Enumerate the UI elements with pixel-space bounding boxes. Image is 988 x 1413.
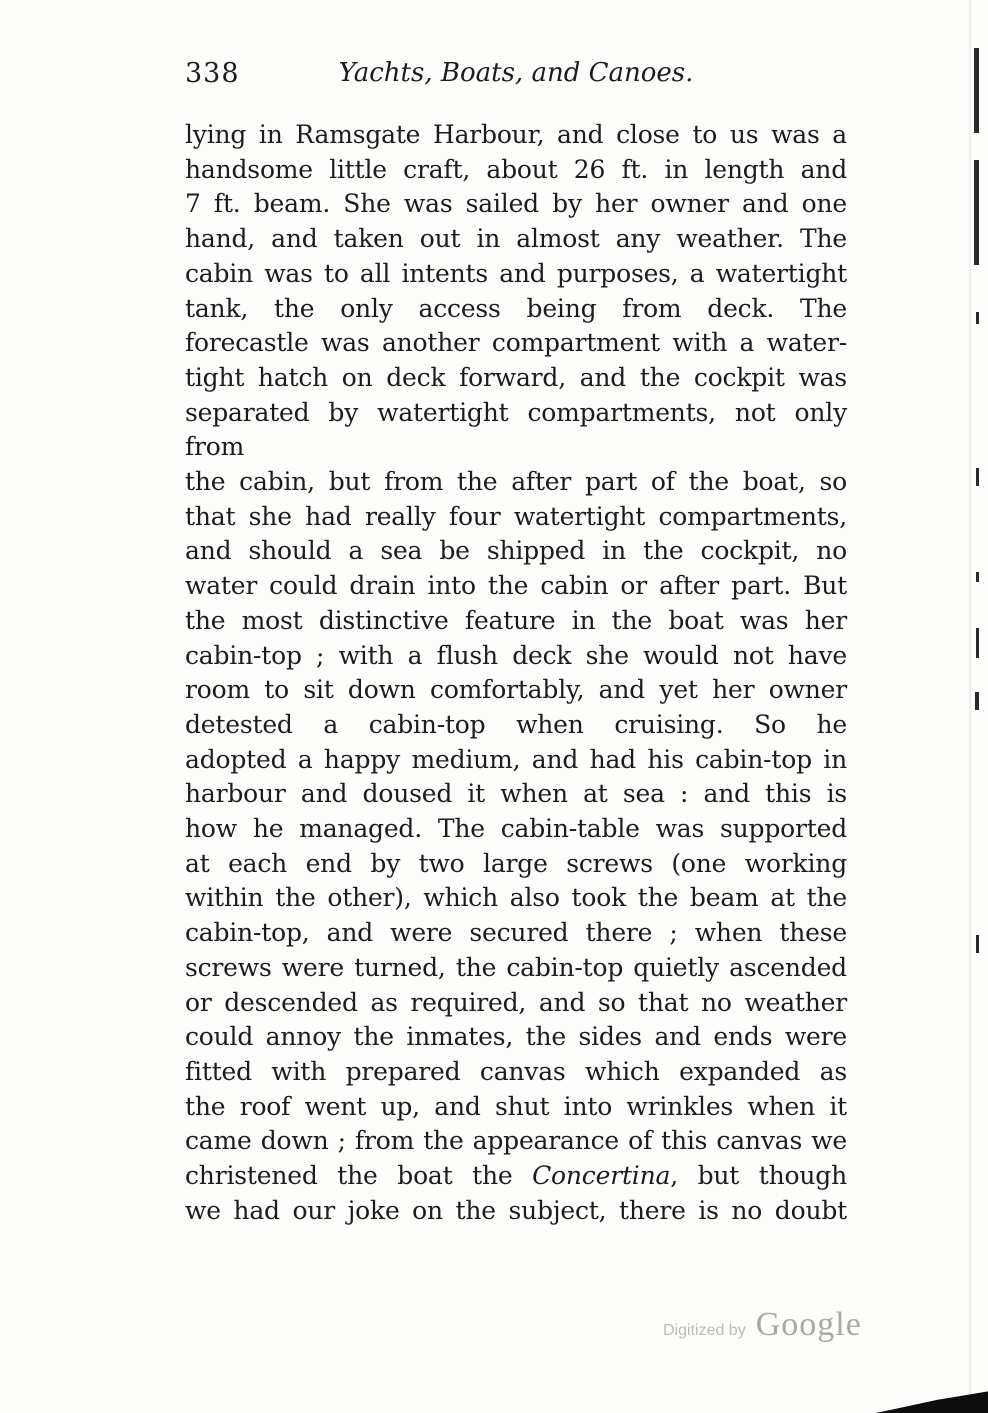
digitized-by-google-watermark <box>663 1306 862 1344</box>
text-line-concertina <box>185 1159 847 1194</box>
text-line: that she had really four watertight compartments, <box>185 501 847 531</box>
text-line: or descended as required, and so that no weather <box>185 987 847 1017</box>
scan-artifact <box>974 48 979 133</box>
text-line: we had our joke on the subject, there is no doubt <box>185 1195 847 1225</box>
text-line: hand, and taken out in almost any weather. The <box>185 224 847 254</box>
text-line: water could drain into the cabin or after part. But <box>185 571 847 601</box>
text-line: at each end by two large screws (one working <box>185 848 847 878</box>
scan-artifact <box>976 935 979 953</box>
text-line: tight hatch on deck forward, and the cockpit was <box>185 362 847 392</box>
watermark-prefix: Digitized by <box>663 1322 746 1339</box>
text-line: harbour and doused it when at sea : and this is <box>185 779 847 809</box>
text-line: separated by watertight compartments, not only from <box>185 397 847 462</box>
page-edge-shadow <box>969 0 971 1413</box>
text-line: screws were turned, the cabin-top quietly ascended <box>185 952 847 982</box>
text-line: fitted with prepared canvas which expanded as <box>185 1056 847 1086</box>
scan-artifact <box>974 160 979 265</box>
text-line: the roof went up, and shut into wrinkles when it <box>185 1091 847 1121</box>
text-line: handsome little craft, about 26 ft. in length and <box>185 154 847 184</box>
text-line: adopted a happy medium, and had his cabin-top in <box>185 744 847 774</box>
text-line: cabin-top ; with a flush deck she would not have <box>185 640 847 670</box>
text-line: room to sit down comfortably, and yet her owner <box>185 675 847 705</box>
running-head: Yachts, Boats, and Canoes. <box>338 58 694 88</box>
page-content <box>185 58 847 1229</box>
text-line: lying in Ramsgate Harbour, and close to us was a <box>185 120 847 149</box>
text-line: could annoy the inmates, the sides and ends were <box>185 1022 847 1052</box>
scan-artifact <box>976 312 979 324</box>
text-line: cabin was to all intents and purposes, a watertight <box>185 258 847 288</box>
scan-corner-blot <box>876 1389 988 1413</box>
text-line: and should a sea be shipped in the cockpit, no <box>185 536 847 566</box>
text-line: tank, the only access being from deck. The <box>185 293 847 323</box>
scan-artifact <box>975 692 979 710</box>
scan-artifact <box>976 572 979 582</box>
scan-artifact <box>976 468 979 486</box>
text-line: 7 ft. beam. She was sailed by her owner and one <box>185 189 847 219</box>
text-segment-italic: Concertina <box>532 1161 671 1191</box>
google-logo: Google <box>755 1306 862 1343</box>
page-number: 338 <box>185 58 240 89</box>
page-text <box>185 118 847 1229</box>
text-line: forecastle was another compartment with a water- <box>185 328 847 358</box>
scan-artifact <box>976 628 979 658</box>
text-line: detested a cabin-top when cruising. So he <box>185 709 847 739</box>
text-line: the cabin, but from the after part of the boat, so <box>185 467 847 497</box>
text-segment: , but though <box>670 1161 848 1191</box>
text-line: came down ; from the appearance of this canvas we <box>185 1126 847 1156</box>
text-line: how he managed. The cabin-table was supported <box>185 814 847 844</box>
text-segment: christened the boat the <box>185 1161 533 1191</box>
page-header <box>185 58 847 94</box>
text-line: cabin-top, and were secured there ; when these <box>185 918 847 948</box>
text-line: the most distinctive feature in the boat was her <box>185 605 847 635</box>
text-line: within the other), which also took the beam at the <box>185 883 847 913</box>
